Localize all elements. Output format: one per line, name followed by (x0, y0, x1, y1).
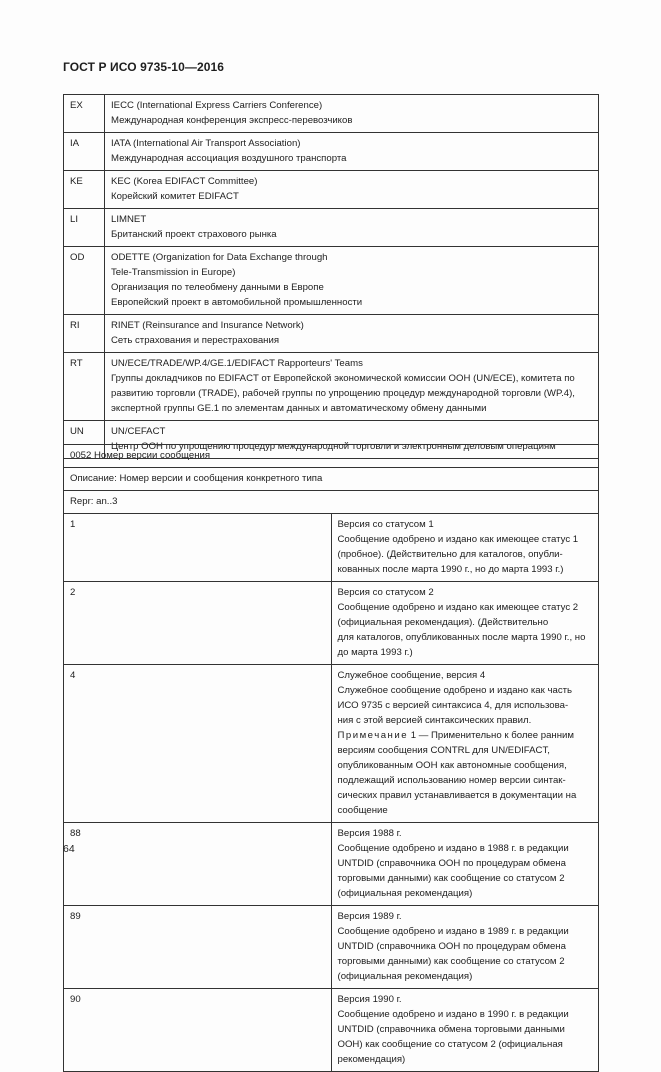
element-repr-row (64, 491, 599, 514)
note-line: опубликованным ООН как автономные сообщения, подлежащий использованию номер версии синтак- (337, 760, 567, 786)
agency-description (105, 95, 599, 133)
code-value-description (331, 582, 599, 665)
code-value-row (64, 665, 599, 823)
agency-code: RT (64, 353, 105, 421)
agency-description-line: Группы докладчиков по EDIFACT от Европейской экономической комиссии ООН (UN/ECE), комитета по (111, 373, 575, 384)
code-value-title: Версия 1988 г. (337, 828, 402, 839)
code-value-note (338, 728, 593, 758)
agency-description-line: KEC (Korea EDIFACT Committee) (111, 176, 258, 187)
agency-description-line: Международная конференция экспресс-перевозчиков (111, 115, 353, 126)
code-value-line: Сообщение одобрено и издано в 1989 г. в редакции UNTDID (справочника ООН по процедурам обмена (337, 926, 569, 952)
agency-description-line: ODETTE (Organization for Data Exchange through (111, 252, 328, 263)
agency-description-line: Европейский проект в автомобильной промышленности (111, 297, 363, 308)
code-value-row (64, 989, 599, 1072)
agency-description-line: экспертной группы GE.1 по элементам данных и автоматическому обмену данными (111, 403, 487, 414)
agency-description-line: Tele-Transmission in Europe) (111, 267, 236, 278)
agency-code: OD (64, 247, 105, 315)
agency-description-line: Британский проект страхового рынка (111, 229, 277, 240)
code-value-title: Служебное сообщение, версия 4 (337, 670, 486, 681)
agency-row (64, 209, 599, 247)
code-value: 88 (64, 823, 332, 906)
agency-row (64, 315, 599, 353)
code-value: 90 (64, 989, 332, 1072)
code-value-row (64, 906, 599, 989)
agency-description (105, 209, 599, 247)
page-number: 64 (63, 843, 75, 855)
agency-description-line: RINET (Reinsurance and Insurance Network) (111, 320, 304, 331)
code-value-description (331, 989, 599, 1072)
code-value: 4 (64, 665, 332, 823)
data-element-table (63, 444, 599, 1072)
agency-description (105, 315, 599, 353)
agency-description-line: UN/ECE/TRADE/WP.4/GE.1/EDIFACT Rapporteurs' Teams (111, 358, 363, 369)
code-value-description (331, 514, 599, 582)
agency-description-line: Международная ассоциация воздушного транспорта (111, 153, 347, 164)
agency-description-line: развитию торговли (TRADE), рабочей группы по упрощению процедур международной торговли (WP.4), (111, 388, 575, 399)
agency-description (105, 353, 599, 421)
code-value-title: Версия 1989 г. (337, 911, 402, 922)
element-title: 0052 Номер версии сообщения (64, 445, 599, 468)
code-value-line: Служебное сообщение одобрено и издано как часть ИСО 9735 с версией синтаксиса 4, для использова- (337, 685, 573, 711)
element-repr: Repr: an..3 (64, 491, 599, 514)
code-value-title: Версия со статусом 2 (337, 587, 434, 598)
agency-code-table (63, 94, 599, 459)
agency-code: KE (64, 171, 105, 209)
code-value-line: для каталогов, опубликованных после марта 1990 г., но до марта 1993 г.) (337, 632, 586, 658)
agency-row (64, 247, 599, 315)
code-value-line: кованных после марта 1990 г., но до марта 1993 г.) (337, 564, 564, 575)
agency-description-line: IATA (International Air Transport Association) (111, 138, 301, 149)
agency-row (64, 353, 599, 421)
code-value-line: Сообщение одобрено и издано в 1988 г. в редакции UNTDID (справочника ООН по процедурам обмена (337, 843, 569, 869)
agency-description-line: Сеть страхования и перестрахования (111, 335, 280, 346)
agency-description (105, 171, 599, 209)
element-title-row (64, 445, 599, 468)
agency-row (64, 171, 599, 209)
agency-description-line: IECC (International Express Carriers Conference) (111, 100, 323, 111)
agency-code: RI (64, 315, 105, 353)
code-value-row (64, 514, 599, 582)
code-value: 89 (64, 906, 332, 989)
agency-code: UN (64, 421, 105, 459)
code-value-row (64, 582, 599, 665)
code-value-title: Версия со статусом 1 (337, 519, 434, 530)
agency-description-line: Центр ООН по упрощению процедур международной торговли и электронным деловым операциям (111, 441, 556, 452)
agency-description-line: Организация по телеобмену данными в Европе (111, 282, 324, 293)
code-value-line: торговыми данными) как сообщение со статусом 2 (официальная рекомендация) (337, 956, 565, 982)
code-value: 2 (64, 582, 332, 665)
code-value-row (64, 823, 599, 906)
note-text: 1 — Применительно к более ранним версиям сообщения CONTRL для UN/EDIFACT, (337, 730, 574, 756)
code-value-description (331, 823, 599, 906)
code-value-line: ния с этой версией синтаксических правил. (337, 715, 532, 726)
agency-description (105, 133, 599, 171)
agency-code: EX (64, 95, 105, 133)
code-value-description (331, 906, 599, 989)
code-value-line: Сообщение одобрено и издано в 1990 г. в редакции UNTDID (справочника обмена торговыми данными (337, 1009, 569, 1035)
agency-description (105, 247, 599, 315)
agency-row (64, 133, 599, 171)
document-header: ГОСТ Р ИСО 9735-10—2016 (63, 60, 225, 74)
element-description: Описание: Номер версии и сообщения конкретного типа (64, 468, 599, 491)
code-value-line: торговыми данными) как сообщение со статусом 2 (официальная рекомендация) (337, 873, 565, 899)
agency-code: LI (64, 209, 105, 247)
element-description-row (64, 468, 599, 491)
note-line: сических правил устанавливается в документации на сообщение (337, 790, 577, 816)
agency-description-line: UN/CEFACT (111, 426, 166, 437)
agency-description-line: Корейский комитет EDIFACT (111, 191, 239, 202)
code-value: 1 (64, 514, 332, 582)
agency-code: IA (64, 133, 105, 171)
code-value-line: ООН) как сообщение со статусом 2 (официальная рекомендация) (337, 1039, 563, 1065)
code-value-line: Сообщение одобрено и издано как имеющее статус 2 (официальная рекомендация). (Действительно (337, 602, 579, 628)
agency-description-line: LIMNET (111, 214, 147, 225)
note-label: Примечание (337, 730, 409, 741)
code-value-line: Сообщение одобрено и издано как имеющее статус 1 (пробное). (Действительно для каталогов, опубли- (337, 534, 579, 560)
agency-row (64, 95, 599, 133)
code-value-description (331, 665, 599, 823)
code-value-title: Версия 1990 г. (337, 994, 402, 1005)
